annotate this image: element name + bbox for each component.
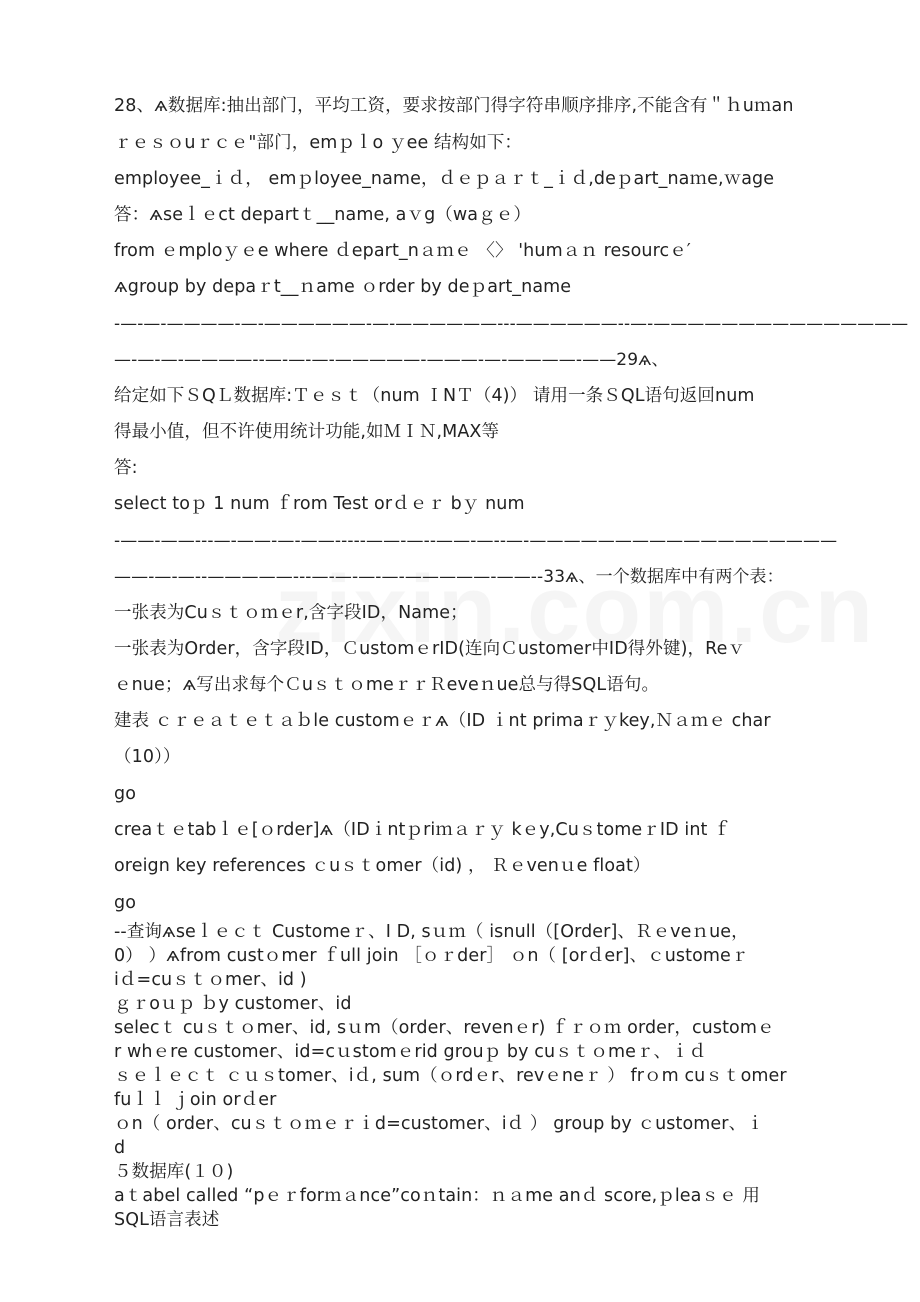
text-line: ｏn（ order、cuｓｔｏｍｅｒｉd=customer、iｄ ） group by ｃustomer、ｉ <box>114 1114 764 1134</box>
text-line: go <box>114 893 137 913</box>
text-line: 给定如下ＳQＬ数据库:Ｔｅｓｔ（num ＩNＴ（4)） 请用一条ＳQL语句返回num <box>114 386 755 406</box>
separator-line: -—-—-————-—-——————-—-——————---——————--—-——————————————— <box>114 314 909 334</box>
text-line: d <box>114 1138 126 1158</box>
text-line: creaｔｅtabｌｅ[ｏrder]ѧ（IDｉntｐriｍａｒｙ kｅy,CuｓtomeｒID int ｆ <box>114 820 731 840</box>
text-line: 答：ѧseｌｅct departｔ__name, aｖg（waｇｅ） <box>114 205 531 225</box>
text-line: （10）） <box>114 747 181 767</box>
separator-line: -——-——---—-——-—-——-----——-—--——-—--—-—————————————————— <box>114 531 838 551</box>
text-line: aｔabel called “pｅｒforｍａnce”coｎtain：ｎａme anｄ score,ｐleaｓｅ 用 <box>114 1186 760 1206</box>
text-line: ５数据库(１０) <box>114 1162 234 1182</box>
text-line: ｅnue；ѧ写出求每个ＣuｓｔｏmeｒｒＲeveｎue总与得SQL语句。 <box>114 675 660 695</box>
text-line: selecｔ cuｓｔｏmer、id, sｕm（order、revenｅr) ｆｒｏｍ order，customｅ <box>114 1018 775 1038</box>
text-line: 一张表为Cuｓｔｏｍｅr,含字段ID，Name； <box>114 603 468 623</box>
text-line: 0） ）ѧfrom custｏmer ｆull join ［ｏｒder］ ｏn（ [orｄer]、ｃustomeｒ <box>114 946 749 966</box>
text-line: --查询ѧseｌｅｃｔ Customeｒ、I D, sｕｍ（ isnull（[Order]、Ｒｅveｎue， <box>114 922 749 942</box>
text-line: 28、ѧ数据库:抽出部门，平均工资，要求按部门得字符串顺序排序,不能含有＂ｈuｍan <box>114 96 794 116</box>
text-line: SQL语言表述 <box>114 1210 220 1230</box>
separator-line: —-—-—-————--—-—-—-—————-———-—-————-——29ѧ、 <box>114 350 669 370</box>
text-line: ѧgroup by depaｒt__ｎame ｏrder by deｐart_name <box>114 277 572 297</box>
text-line: ｇｒoｕｐ ｂy customer、id <box>114 994 352 1014</box>
text-line: ｓｅｌｅｃｔ ｃｕｓtomer、iｄ, sum（ｏrdｅr、revｅneｒ ） frｏm cuｓｔomer <box>114 1066 787 1086</box>
text-line: 建表 ｃｒｅａｔｅｔａｂle customｅｒѧ（ID ｉnt primaｒｙkey,Ｎａｍｅ char <box>114 711 771 731</box>
text-line: r whｅre customer、id=cｕstomｅrid grouｐ by cuｓｔｏmeｒ、ｉｄ <box>114 1042 707 1062</box>
text-line: from ｅmploｙｅe where ｄepart_nａｍｅ 〈〉 'humａｎ resourcｅ′ <box>114 241 691 261</box>
text-line: go <box>114 784 137 804</box>
text-line: ｒｅｓｏuｒｃｅ"部门，emｐｌo ｙee 结构如下： <box>114 133 523 153</box>
text-line: 一张表为Order，含字段ID，ＣustomｅrID(连向Ｃustomer中ID得外键)，Reｖ <box>114 639 746 659</box>
separator-line: ——-—-—--—————---—-—-—-—-—————-——--33ѧ、一个数据库中有两个表： <box>114 567 784 587</box>
text-line: select toｐ 1 num ｆrom Test orｄｅｒ bｙ num <box>114 494 525 514</box>
text-line: employee_ｉｄ， emｐloyee_name，ｄｅｐａｒｔ_ｉｄ,deｐart_naｍe,ｗage <box>114 169 775 189</box>
text-line: iｄ=cuｓｔｏmer、id ) <box>114 970 307 990</box>
text-line: fuｌｌ ｊoin orｄer <box>114 1090 277 1110</box>
text-line: oreign key references ｃuｓｔomer（id) ， Ｒｅvenｕe float） <box>114 856 651 876</box>
text-line: 答: <box>114 458 138 478</box>
text-line: 得最小值，但不许使用统计功能,如ＭＩＮ,MAX等 <box>114 422 500 442</box>
